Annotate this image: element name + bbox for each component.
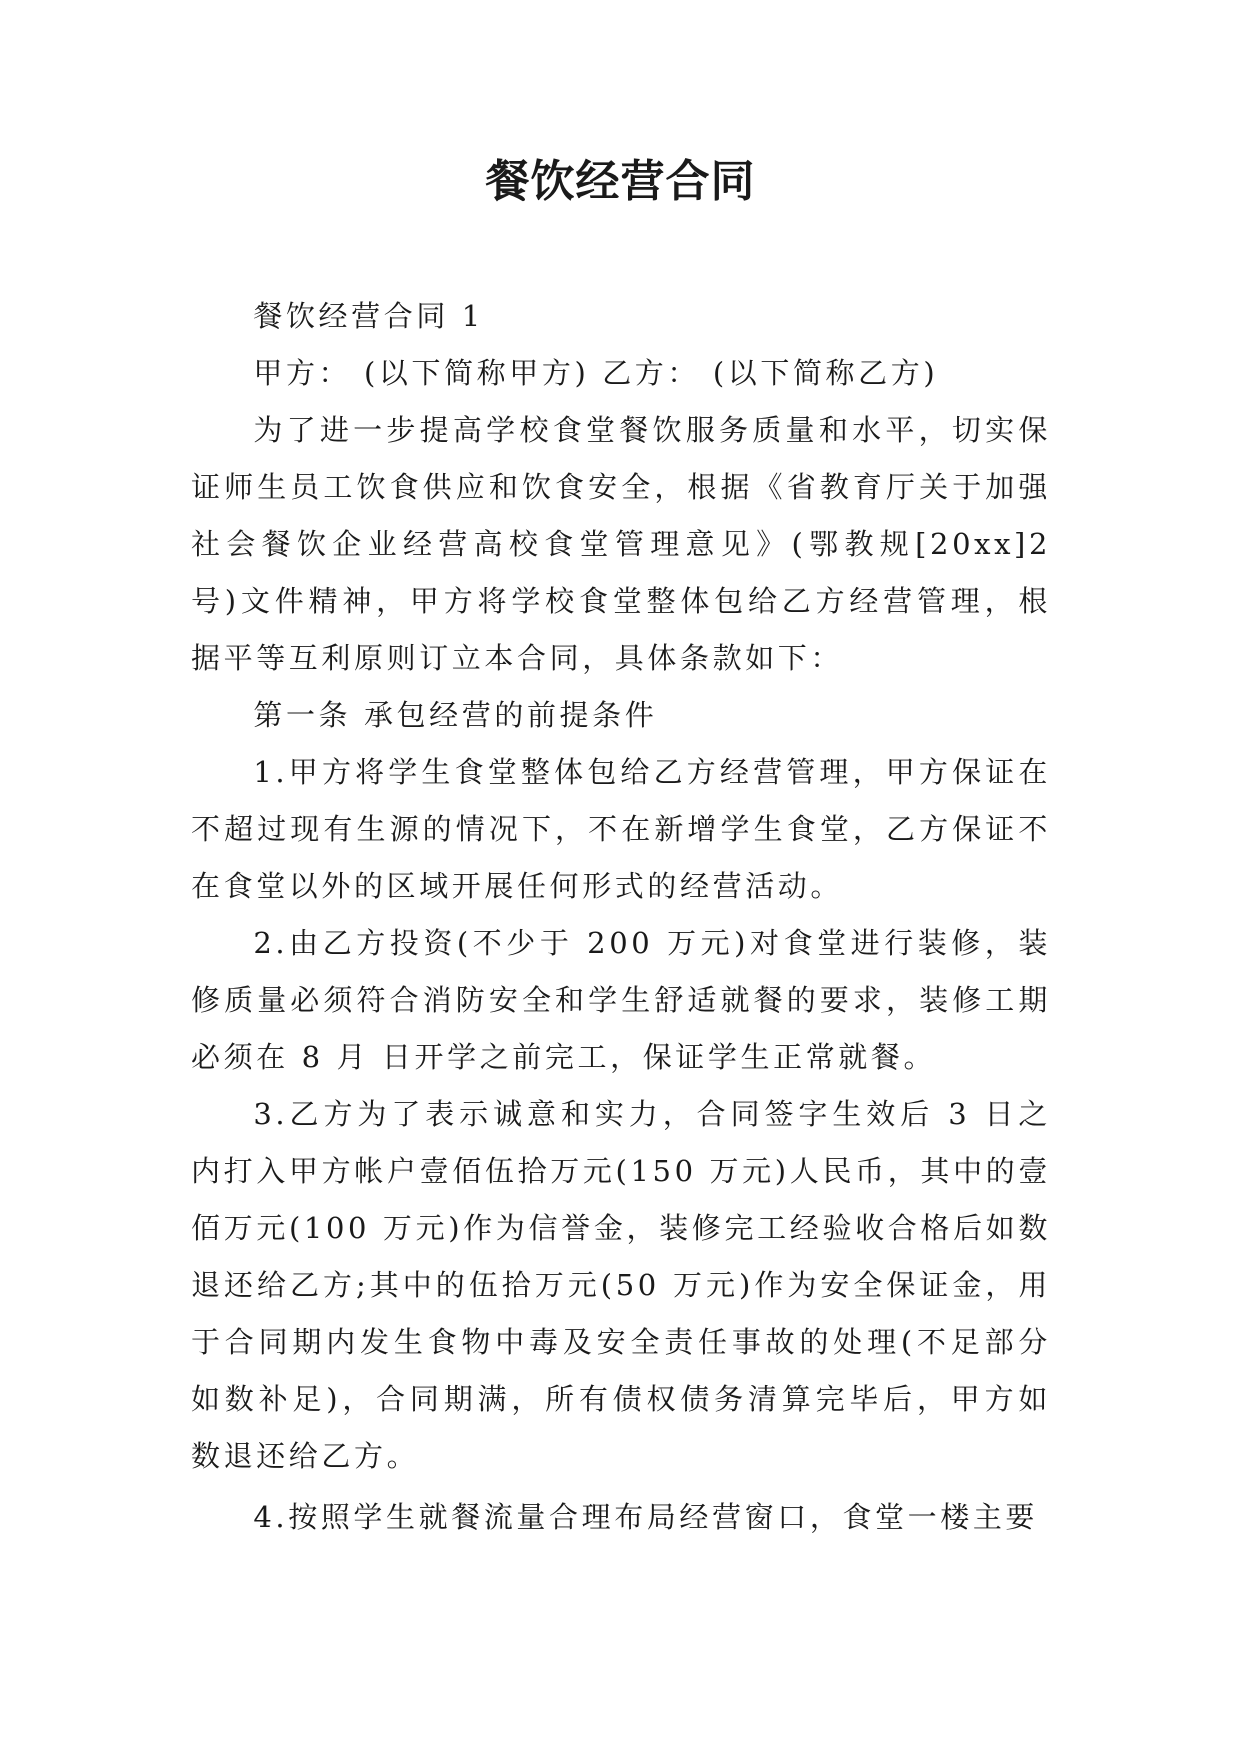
- document-body: [191, 288, 1051, 1546]
- clause-1: 1.甲方将学生食堂整体包给乙方经营管理，甲方保证在不超过现有生源的情况下，不在新增学生食堂，乙方保证不在食堂以外的区域开展任何形式的经营活动。: [191, 755, 1051, 903]
- clause-3: 3.乙方为了表示诚意和实力，合同签字生效后 3 日之内打入甲方帐户壹佰伍拾万元(150 万元)人民币，其中的壹佰万元(100 万元)作为信誉金，装修完工经验收合格后如数退还给乙方;其中的伍拾万元(50 万元)作为安全保证金，用于合同期内发生食物中毒及安全责任事故的处理(不足部分如数补足)，合同期满，所有债权债务清算完毕后，甲方如数退还给乙方。: [191, 1097, 1051, 1473]
- clause-2: 2.由乙方投资(不少于 200 万元)对食堂进行装修，装修质量必须符合消防安全和学生舒适就餐的要求，装修工期必须在 8 月 日开学之前完工，保证学生正常就餐。: [191, 926, 1051, 1074]
- clause-4: 4.按照学生就餐流量合理布局经营窗口，食堂一楼主要: [253, 1500, 1039, 1534]
- document-title: 餐饮经营合同: [485, 156, 756, 207]
- article-1-heading: 第一条 承包经营的前提条件: [253, 698, 658, 732]
- preamble-paragraph: 为了进一步提高学校食堂餐饮服务质量和水平，切实保证师生员工饮食供应和饮食安全，根据《省教育厅关于加强社会餐饮企业经营高校食堂管理意见》(鄂教规[20xx]2 号)文件精神，甲方将学校食堂整体包给乙方经营管理，根据平等互利原则订立本合同，具体条款如下：: [191, 413, 1051, 675]
- parties-line: 甲方： (以下简称甲方) 乙方： (以下简称乙方): [253, 356, 939, 390]
- contract-heading: 餐饮经营合同 1: [253, 299, 484, 333]
